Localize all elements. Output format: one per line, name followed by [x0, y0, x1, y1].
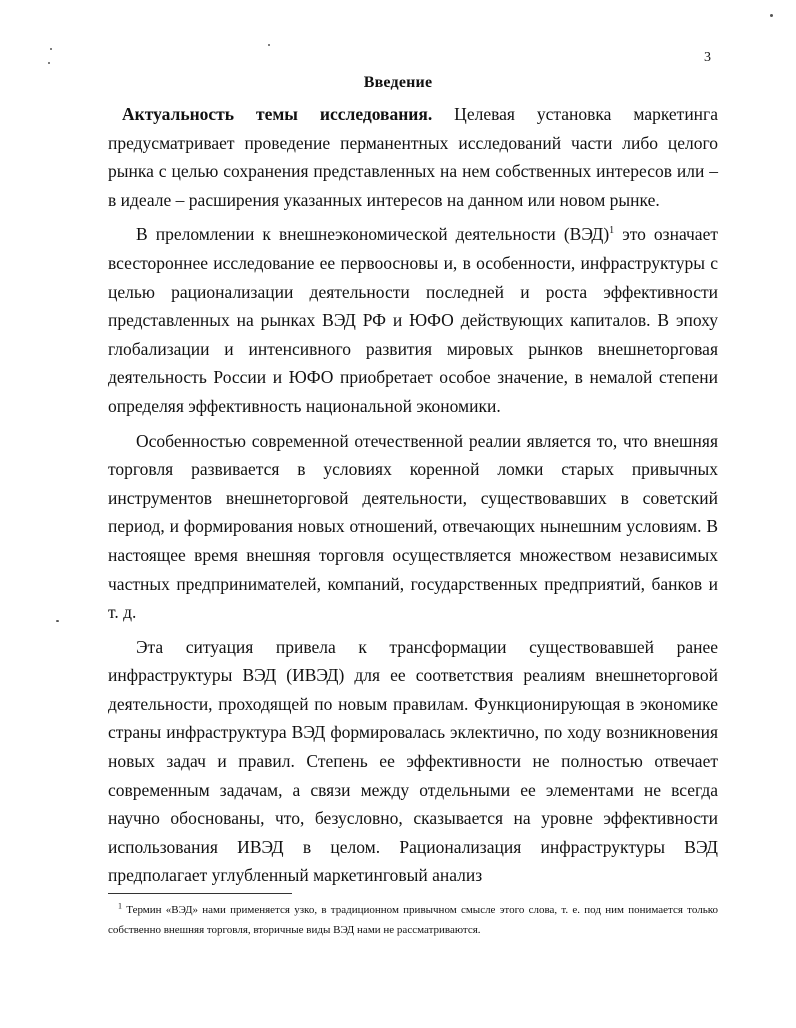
paragraph-1	[108, 100, 718, 214]
paragraph-4	[108, 633, 718, 890]
footnote-reference[interactable]: 1	[609, 225, 615, 237]
paragraph-4-text: Эта ситуация привела к трансформации существовавшей ранее инфраструктуры ВЭД (ИВЭД) для ее соответствия реалиям внешнеторговой деятельности, проходящей по новым правилам. Функционирующая в экономике страны инфраструктура ВЭД формировалась эклектично, по ходу возникновения новых задач и правил. Степень ее эффективности не полностью отвечает современным задачам, а связи между отдельными ее элементами не всегда научно обоснованы, что, безусловно, сказывается на уровне эффективности использования ИВЭД в целом. Рационализация инфраструктуры ВЭД предполагает углубленный маркетинговый анализ	[108, 636, 718, 886]
scan-speck	[268, 44, 270, 46]
scan-speck	[50, 48, 52, 50]
footnote-text: Термин «ВЭД» нами применяется узко, в традиционном привычном смысле этого слова, т. е. под ним понимается только собственно внешняя торговля, вторичные виды ВЭД нами не рассматриваются.	[108, 904, 718, 936]
paragraph-3	[108, 427, 718, 627]
paragraph-1-lead: Актуальность темы исследования.	[122, 104, 433, 124]
paragraph-3-text: Особенностью современной отечественной реалии является то, что внешняя торговля развивается в условиях коренной ломки старых привычных инструментов внешнеторговой деятельности, существовавших в советский период, и формирования новых отношений, отвечающих нынешним условиям. В настоящее время внешняя торговля осуществляется множеством независимых частных предпринимателей, компаний, государственных предприятий, банков и т. д.	[108, 430, 718, 623]
footnote-separator	[108, 893, 292, 894]
footnote-marker: 1	[118, 901, 122, 911]
footnote	[108, 900, 718, 940]
scan-speck	[56, 620, 59, 622]
paragraph-2	[108, 220, 718, 420]
body-text	[108, 100, 718, 896]
page-title: Введение	[363, 74, 433, 91]
paragraph-2-text-a: В преломлении к внешнеэкономической деятельности (ВЭД)	[136, 224, 610, 245]
scan-speck	[48, 62, 50, 64]
scan-speck	[770, 14, 773, 17]
page-number: 3	[704, 50, 711, 65]
paragraph-1-text: Целевая установка маркетинга предусматривает проведение перманентных исследований части либо целого рынка с целью сохранения представленных на нем собственных интересов или – в идеале – расширения указанных интересов на данном или новом рынке.	[108, 104, 718, 210]
paragraph-2-text-b: это означает всестороннее исследование ее первоосновы и, в особенности, инфраструктуры с целью рационализации деятельности последней и роста эффективности представленных на рынках ВЭД РФ и ЮФО действующих капиталов. В эпоху глобализации и интенсивного развития мировых рынков внешнеторговая деятельность России и ЮФО приобретает особое значение, в немалой степени определяя эффективность национальной экономики.	[108, 224, 718, 416]
